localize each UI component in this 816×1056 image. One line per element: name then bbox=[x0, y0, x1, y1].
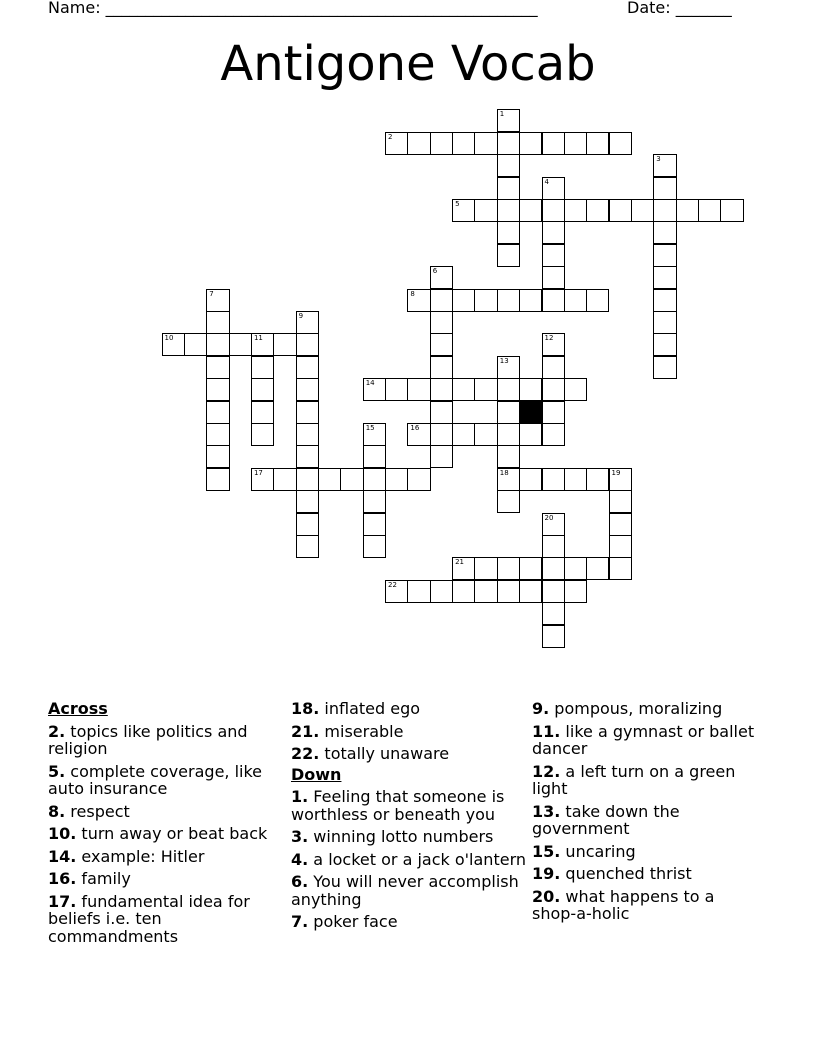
clue-number: 7 bbox=[209, 289, 214, 298]
across-clue bbox=[48, 893, 278, 946]
crossword-cell[interactable] bbox=[519, 557, 542, 580]
across-heading: Across bbox=[48, 699, 108, 718]
crossword-cell[interactable] bbox=[474, 199, 497, 222]
crossword-cell[interactable] bbox=[251, 468, 274, 491]
crossword-cell[interactable] bbox=[385, 580, 408, 603]
crossword-cell[interactable] bbox=[452, 423, 475, 446]
crossword-cell[interactable] bbox=[363, 445, 386, 468]
clue-text: turn away or beat back bbox=[76, 824, 268, 843]
down-clue bbox=[291, 788, 526, 823]
crossword-cell[interactable] bbox=[542, 132, 565, 155]
crossword-cell[interactable] bbox=[497, 423, 520, 446]
crossword-cell[interactable] bbox=[564, 378, 587, 401]
crossword-cell[interactable] bbox=[631, 199, 654, 222]
crossword-cell[interactable] bbox=[586, 289, 609, 312]
crossword-cell[interactable] bbox=[497, 199, 520, 222]
clue-number: 19 bbox=[611, 468, 621, 477]
clue-number: 22. bbox=[291, 744, 320, 763]
crossword-cell[interactable] bbox=[497, 378, 520, 401]
crossword-cell[interactable] bbox=[519, 289, 542, 312]
clue-number: 6 bbox=[432, 267, 438, 276]
clue-number: 4 bbox=[544, 177, 549, 186]
crossword-cell[interactable] bbox=[497, 356, 520, 379]
clue-number: 18 bbox=[499, 468, 509, 477]
down-clue bbox=[532, 843, 762, 861]
crossword-cell[interactable] bbox=[296, 333, 319, 356]
crossword-cell[interactable] bbox=[206, 311, 229, 334]
crossword-cell[interactable] bbox=[586, 557, 609, 580]
clue-number: 16 bbox=[410, 424, 420, 432]
crossword-cell[interactable] bbox=[542, 378, 565, 401]
clue-number: 9. bbox=[532, 699, 550, 718]
crossword-cell[interactable] bbox=[474, 580, 497, 603]
crossword-cell[interactable] bbox=[273, 468, 296, 491]
crossword-cell[interactable] bbox=[720, 199, 743, 222]
clue-text: family bbox=[76, 869, 131, 888]
crossword-cell[interactable] bbox=[564, 468, 587, 491]
clue-number: 10. bbox=[48, 824, 77, 843]
crossword-cell[interactable] bbox=[296, 490, 319, 513]
clue-number: 9 bbox=[298, 312, 304, 320]
crossword-cell[interactable] bbox=[430, 580, 453, 603]
crossword-cell[interactable] bbox=[564, 557, 587, 580]
crossword-cell[interactable] bbox=[474, 557, 497, 580]
crossword-cell[interactable] bbox=[452, 378, 475, 401]
crossword-cell[interactable] bbox=[609, 132, 632, 155]
crossword-cell[interactable] bbox=[653, 154, 676, 177]
clue-text: inflated ego bbox=[319, 699, 421, 718]
crossword-cell[interactable] bbox=[407, 580, 430, 603]
crossword-cell[interactable] bbox=[542, 356, 565, 379]
crossword-cell[interactable] bbox=[430, 333, 453, 356]
across-clue bbox=[48, 763, 278, 798]
crossword-cell[interactable] bbox=[653, 221, 676, 244]
crossword-cell[interactable] bbox=[609, 490, 632, 513]
clue-text: take down the government bbox=[532, 801, 680, 838]
crossword-cell[interactable] bbox=[609, 513, 632, 536]
crossword-cell[interactable] bbox=[497, 468, 520, 491]
clue-number: 13. bbox=[532, 801, 561, 821]
clue-number: 17. bbox=[48, 891, 77, 911]
crossword-cell[interactable] bbox=[251, 356, 274, 379]
crossword-cell[interactable] bbox=[206, 378, 229, 401]
crossword-cell[interactable] bbox=[497, 177, 520, 200]
across-clue-list bbox=[48, 723, 278, 946]
crossword-cell[interactable] bbox=[296, 401, 319, 424]
crossword-cell[interactable] bbox=[206, 401, 229, 424]
crossword-cell[interactable] bbox=[363, 468, 386, 491]
clue-number: 15. bbox=[532, 841, 561, 861]
clue-number: 17 bbox=[253, 468, 263, 477]
crossword-cell[interactable] bbox=[296, 378, 319, 401]
down-clue bbox=[532, 763, 762, 798]
clue-number: 21. bbox=[291, 721, 320, 741]
clue-number: 2 bbox=[388, 132, 393, 141]
crossword-cell[interactable] bbox=[497, 244, 520, 267]
crossword-cell[interactable] bbox=[698, 199, 721, 222]
clue-number: 5. bbox=[48, 761, 66, 781]
crossword-cell[interactable] bbox=[542, 513, 565, 536]
clue-text: Feeling that someone is worthless or beneath you bbox=[291, 787, 505, 824]
crossword-cell[interactable] bbox=[542, 625, 565, 648]
down-clue bbox=[291, 828, 526, 846]
crossword-cell[interactable] bbox=[430, 311, 453, 334]
crossword-cell[interactable] bbox=[653, 311, 676, 334]
crossword-cell[interactable] bbox=[452, 199, 475, 222]
crossword-cell[interactable] bbox=[542, 602, 565, 625]
crossword-cell[interactable] bbox=[251, 378, 274, 401]
crossword-cell[interactable] bbox=[497, 490, 520, 513]
clue-number: 19. bbox=[532, 864, 561, 883]
crossword-cell[interactable] bbox=[430, 266, 453, 289]
crossword-cell[interactable] bbox=[564, 289, 587, 312]
crossword-cell[interactable] bbox=[430, 401, 453, 424]
across-clue bbox=[48, 848, 278, 866]
crossword-cell[interactable] bbox=[519, 132, 542, 155]
crossword-cell[interactable] bbox=[385, 378, 408, 401]
clue-text: poker face bbox=[308, 912, 398, 931]
crossword-cell[interactable] bbox=[407, 132, 430, 155]
crossword-cell[interactable] bbox=[296, 311, 319, 334]
crossword-cell[interactable] bbox=[497, 289, 520, 312]
clue-number: 18. bbox=[291, 699, 320, 718]
crossword-cell[interactable] bbox=[229, 333, 252, 356]
crossword-cell[interactable] bbox=[564, 199, 587, 222]
clue-number: 6. bbox=[291, 872, 309, 891]
down-heading: Down bbox=[291, 764, 342, 784]
crossword-cell[interactable] bbox=[609, 557, 632, 580]
crossword-cell[interactable] bbox=[609, 199, 632, 222]
clue-number: 1 bbox=[499, 110, 505, 119]
crossword-cell[interactable] bbox=[586, 132, 609, 155]
clues-column-1 bbox=[48, 700, 278, 950]
crossword-cell[interactable] bbox=[363, 535, 386, 558]
clue-text: uncaring bbox=[560, 841, 636, 861]
crossword-cell[interactable] bbox=[497, 445, 520, 468]
clue-text: You will never accomplish anything bbox=[291, 872, 519, 909]
clue-text: fundamental idea for beliefs i.e. ten commandments bbox=[48, 891, 250, 946]
down-clue-list bbox=[291, 788, 526, 931]
crossword-cell[interactable] bbox=[676, 199, 699, 222]
crossword-cell[interactable] bbox=[542, 289, 565, 312]
crossword-cell[interactable] bbox=[430, 356, 453, 379]
crossword-cell[interactable] bbox=[564, 132, 587, 155]
crossword-cell[interactable] bbox=[430, 445, 453, 468]
crossword-cell[interactable] bbox=[542, 221, 565, 244]
crossword-cell[interactable] bbox=[318, 468, 341, 491]
crossword-cell[interactable] bbox=[474, 378, 497, 401]
clues-column-2 bbox=[291, 700, 526, 936]
crossword-cell[interactable] bbox=[586, 199, 609, 222]
clue-text: topics like politics and religion bbox=[48, 721, 248, 758]
clue-number: 22 bbox=[388, 580, 397, 589]
down-clue bbox=[532, 803, 762, 838]
across-clue bbox=[291, 700, 526, 718]
crossword-cell[interactable] bbox=[340, 468, 363, 491]
crossword-cell[interactable] bbox=[497, 221, 520, 244]
clue-text: quenched thrist bbox=[560, 864, 692, 883]
crossword-cell[interactable] bbox=[206, 333, 229, 356]
crossword-cell[interactable] bbox=[296, 356, 319, 379]
clue-text: example: Hitler bbox=[76, 846, 205, 866]
crossword-cell[interactable] bbox=[653, 356, 676, 379]
crossword-cell[interactable] bbox=[542, 333, 565, 356]
clue-text: totally unaware bbox=[319, 744, 450, 763]
clue-text: winning lotto numbers bbox=[308, 827, 494, 846]
clue-number: 7. bbox=[291, 912, 309, 931]
crossword-cell[interactable] bbox=[430, 132, 453, 155]
clue-text: a locket or a jack o'lantern bbox=[308, 849, 526, 869]
clue-number: 1. bbox=[291, 787, 309, 806]
clue-number: 3 bbox=[656, 155, 661, 164]
across-clue bbox=[48, 825, 278, 843]
crossword-cell[interactable] bbox=[296, 513, 319, 536]
crossword-cell[interactable] bbox=[653, 333, 676, 356]
name-line: Name: ______________________________________________________ bbox=[48, 0, 538, 17]
crossword-cell[interactable] bbox=[251, 423, 274, 446]
down-clue bbox=[291, 913, 526, 931]
crossword-cell[interactable] bbox=[653, 266, 676, 289]
crossword-cell[interactable] bbox=[542, 244, 565, 267]
down-clue bbox=[532, 723, 762, 758]
clue-number: 15 bbox=[365, 424, 375, 432]
clue-number: 14 bbox=[365, 379, 375, 388]
clue-number: 10 bbox=[164, 334, 174, 343]
crossword-cell[interactable] bbox=[251, 401, 274, 424]
crossword-cell[interactable] bbox=[542, 468, 565, 491]
clue-number: 12. bbox=[532, 761, 561, 781]
crossword-cell[interactable] bbox=[407, 468, 430, 491]
crossword-cell[interactable] bbox=[497, 401, 520, 424]
crossword-cell[interactable] bbox=[497, 557, 520, 580]
crossword-cell[interactable] bbox=[586, 468, 609, 491]
clue-number: 20. bbox=[532, 886, 561, 906]
clue-number: 11 bbox=[253, 334, 263, 343]
crossword-cell[interactable] bbox=[363, 423, 386, 446]
clue-number: 11. bbox=[532, 721, 561, 741]
crossword-cell[interactable] bbox=[519, 580, 542, 603]
clue-text: complete coverage, like auto insurance bbox=[48, 761, 263, 798]
crossword-cell[interactable] bbox=[653, 244, 676, 267]
across-clue bbox=[48, 723, 278, 758]
across-clue bbox=[48, 803, 278, 821]
crossword-cell[interactable] bbox=[452, 289, 475, 312]
crossword-cell[interactable] bbox=[251, 333, 274, 356]
crossword-cell[interactable] bbox=[519, 468, 542, 491]
crossword-cell[interactable] bbox=[474, 289, 497, 312]
across-clue-list-continued bbox=[291, 700, 526, 763]
crossword-cell[interactable] bbox=[407, 289, 430, 312]
clue-number: 2. bbox=[48, 721, 66, 741]
clue-number: 8. bbox=[48, 801, 66, 821]
down-clue bbox=[532, 865, 762, 883]
crossword-cell[interactable] bbox=[542, 535, 565, 558]
crossword-cell[interactable] bbox=[430, 289, 453, 312]
crossword-cell[interactable] bbox=[653, 199, 676, 222]
crossword-cell[interactable] bbox=[519, 378, 542, 401]
page-title: Antigone Vocab bbox=[220, 36, 596, 92]
crossword-cell[interactable] bbox=[542, 199, 565, 222]
crossword-cell[interactable] bbox=[497, 154, 520, 177]
down-clue bbox=[291, 873, 526, 908]
crossword-cell[interactable] bbox=[184, 333, 207, 356]
crossword-cell[interactable] bbox=[653, 177, 676, 200]
down-clue bbox=[532, 700, 762, 718]
crossword-cell[interactable] bbox=[296, 535, 319, 558]
crossword-cell[interactable] bbox=[162, 333, 185, 356]
crossword-cell[interactable] bbox=[653, 289, 676, 312]
crossword-cell[interactable] bbox=[564, 580, 587, 603]
crossword-cell[interactable] bbox=[474, 423, 497, 446]
clue-number: 12 bbox=[544, 334, 554, 343]
clue-number: 14. bbox=[48, 846, 77, 866]
crossword-cell[interactable] bbox=[474, 132, 497, 155]
across-clue bbox=[48, 870, 278, 888]
across-clue bbox=[291, 745, 526, 763]
black-square bbox=[519, 401, 542, 424]
crossword-cell[interactable] bbox=[385, 468, 408, 491]
crossword-cell[interactable] bbox=[609, 535, 632, 558]
clue-number: 4. bbox=[291, 849, 309, 869]
down-clue-list-continued bbox=[532, 700, 762, 923]
crossword-cell[interactable] bbox=[452, 580, 475, 603]
crossword-cell[interactable] bbox=[206, 468, 229, 491]
clue-text: miserable bbox=[319, 721, 404, 741]
clue-number: 3. bbox=[291, 827, 309, 846]
clue-text: pompous, moralizing bbox=[549, 699, 723, 718]
clue-number: 21 bbox=[455, 558, 465, 567]
crossword-cell[interactable] bbox=[206, 356, 229, 379]
clue-number: 8 bbox=[410, 289, 415, 298]
crossword-cell[interactable] bbox=[609, 468, 632, 491]
crossword-cell[interactable] bbox=[407, 378, 430, 401]
date-line: Date: _______ bbox=[627, 0, 732, 17]
crossword-cell[interactable] bbox=[273, 333, 296, 356]
crossword-cell[interactable] bbox=[542, 557, 565, 580]
crossword-cell[interactable] bbox=[497, 132, 520, 155]
crossword-cell[interactable] bbox=[385, 132, 408, 155]
crossword-cell[interactable] bbox=[296, 468, 319, 491]
crossword-cell[interactable] bbox=[206, 423, 229, 446]
clue-text: like a gymnast or ballet dancer bbox=[532, 721, 755, 758]
clue-number: 13 bbox=[499, 356, 509, 365]
crossword-cell[interactable] bbox=[407, 423, 430, 446]
crossword-cell[interactable] bbox=[497, 580, 520, 603]
crossword-cell[interactable] bbox=[206, 289, 229, 312]
crossword-cell[interactable] bbox=[363, 513, 386, 536]
down-clue bbox=[291, 851, 526, 869]
crossword-cell[interactable] bbox=[363, 490, 386, 513]
crossword-cell[interactable] bbox=[519, 199, 542, 222]
crossword-cell[interactable] bbox=[542, 423, 565, 446]
crossword-cell[interactable] bbox=[430, 423, 453, 446]
clue-text: a left turn on a green light bbox=[532, 761, 736, 798]
crossword-cell[interactable] bbox=[519, 423, 542, 446]
clue-text: respect bbox=[65, 801, 130, 821]
clue-number: 16. bbox=[48, 869, 77, 888]
crossword-cell[interactable] bbox=[296, 423, 319, 446]
crossword-cell[interactable] bbox=[363, 378, 386, 401]
clue-number: 5 bbox=[455, 200, 460, 208]
crossword-cell[interactable] bbox=[542, 177, 565, 200]
crossword-cell[interactable] bbox=[430, 378, 453, 401]
clue-number: 20 bbox=[544, 513, 554, 522]
crossword-cell[interactable] bbox=[542, 266, 565, 289]
crossword-cell[interactable] bbox=[452, 132, 475, 155]
crossword-cell[interactable] bbox=[296, 445, 319, 468]
clue-text: what happens to a shop-a-holic bbox=[532, 886, 715, 923]
down-clue bbox=[532, 888, 762, 923]
crossword-cell[interactable] bbox=[542, 580, 565, 603]
crossword-cell[interactable] bbox=[452, 557, 475, 580]
crossword-cell[interactable] bbox=[497, 109, 520, 132]
crossword-cell[interactable] bbox=[206, 445, 229, 468]
crossword-cell[interactable] bbox=[542, 401, 565, 424]
across-clue bbox=[291, 723, 526, 741]
clues-column-3 bbox=[532, 700, 762, 928]
